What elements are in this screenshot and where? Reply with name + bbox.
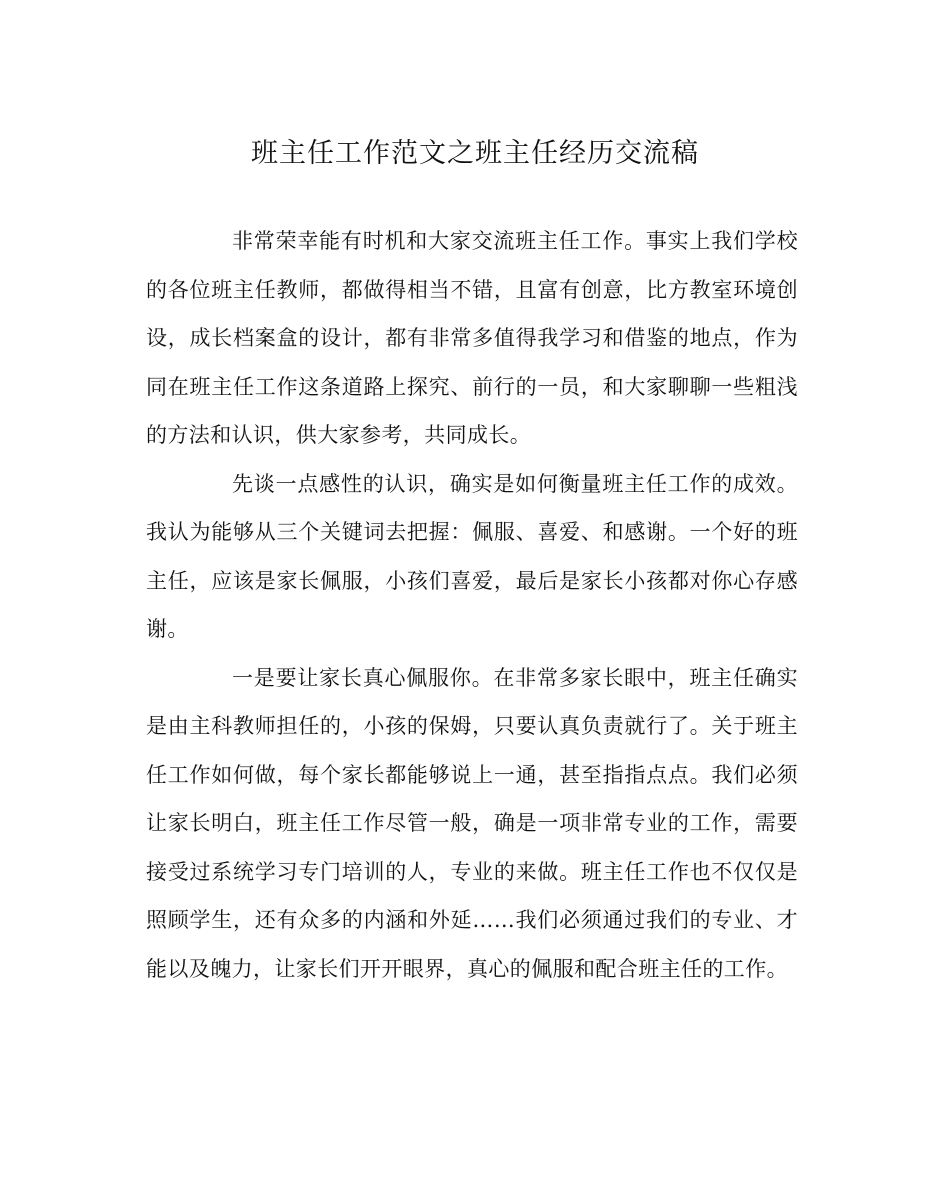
paragraph-3: 一是要让家长真心佩服你。在非常多家长眼中，班主任确实是由主科教师担任的，小孩的保姆，只要认真负责就行了。关于班主任工作如何做，每个家长都能够说上一通，甚至指指点点。我们必须让家长明白，班主任工作尽管一般，确是一项非常专业的工作，需要接受过系统学习专门培训的人，专业的来做。班主任工作也不仅仅是照顾学生，还有众多的内涵和外延……我们必须通过我们的专业、才能以及魄力，让家长们开开眼界，真心的佩服和配合班主任的工作。 bbox=[146, 665, 798, 981]
paragraph-2: 先谈一点感性的认识，确实是如何衡量班主任工作的成效。我认为能够从三个关键词去把握：佩服、喜爱、和感谢。一个好的班主任，应该是家长佩服，小孩们喜爱，最后是家长小孩都对你心存感谢。 bbox=[146, 471, 798, 641]
document-title: 班主任工作范文之班主任经历交流稿 bbox=[251, 138, 699, 169]
paragraph-1: 非常荣幸能有时机和大家交流班主任工作。事实上我们学校的各位班主任教师，都做得相当不错，且富有创意，比方教室环境创设，成长档案盒的设计，都有非常多值得我学习和借鉴的地点，作为同在班主任工作这条道路上探究、前行的一员，和大家聊聊一些粗浅的方法和认识，供大家参考，共同成长。 bbox=[146, 229, 798, 447]
document-body bbox=[146, 217, 798, 993]
